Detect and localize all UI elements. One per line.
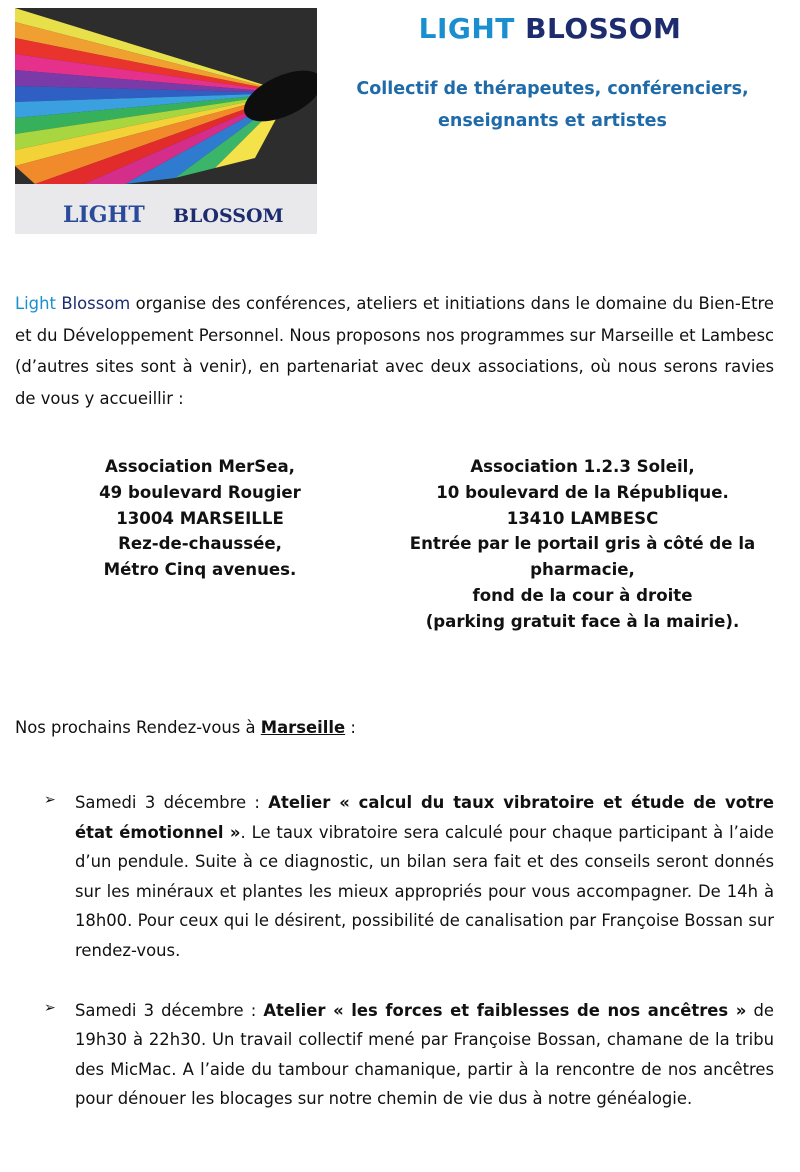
address-marseille: [80, 454, 320, 583]
address-line: 13410 LAMBESC: [506, 508, 659, 528]
events-list: [0, 788, 800, 1144]
arrow-bullet-icon: ➢: [44, 792, 56, 808]
event-item: [0, 996, 774, 1114]
event-kind: Atelier: [263, 1000, 326, 1020]
next-suffix: :: [345, 718, 356, 737]
event-body: . Le taux vibratoire sera calculé pour chaque participant à l’aide d’un pendule. Suite à ce diagnostic, un bilan sera fait et des conseils seront donnés sur les minéraux et plantes les mieux appropriés pour vous accompagner. De 14h à 18h00. Pour ceux qui le désirent, possibilité de canalisation par Françoise Bossan sur rendez-vous.: [75, 822, 774, 960]
banner-caption-2: BLOSSOM: [173, 205, 284, 227]
banner-photo: [15, 8, 317, 234]
subtitle-line-2: enseignants et artistes: [438, 111, 667, 131]
address-line: Rez-de-chaussée,: [118, 534, 282, 554]
address-lambesc: [390, 454, 775, 635]
event-title: « calcul du taux vibratoire et étude de votre état émotionnel »: [75, 793, 774, 842]
event-kind: Atelier: [268, 793, 331, 812]
page-title: [330, 12, 770, 45]
subtitle: [330, 73, 775, 137]
address-line: 49 boulevard Rougier: [99, 482, 301, 502]
title-light: LIGHT: [418, 12, 515, 45]
intro-text: organise des conférences, ateliers et initiations dans le domaine du Bien-Etre et du Développement Personnel. Nous proposons nos programmes sur Marseille et Lambesc (d’autres sites sont à venir), en partenariat avec deux associations, où nous serons ravies de vous y accueillir :: [15, 294, 774, 408]
address-line: Association 1.2.3 Soleil,: [470, 457, 695, 476]
address-line: (parking gratuit face à la mairie).: [425, 611, 740, 631]
event-date: Samedi 3 décembre :: [75, 1000, 264, 1020]
address-line: Association MerSea,: [105, 457, 295, 476]
next-events-heading: [15, 718, 356, 737]
address-line: fond de la cour à droite: [472, 585, 693, 605]
intro-brand-light: Light: [15, 294, 56, 313]
next-prefix: Nos prochains Rendez-vous à: [15, 718, 261, 737]
intro-brand-blossom: Blossom: [61, 294, 131, 313]
intro-paragraph: [15, 288, 774, 414]
address-line: Entrée par le portail gris à côté de la pharmacie,: [409, 534, 756, 580]
arrow-bullet-icon: ➢: [44, 999, 56, 1016]
address-line: 10 boulevard de la République.: [436, 482, 729, 502]
event-title: « les forces et faiblesses de nos ancêtres »: [325, 1000, 747, 1020]
event-item: [0, 788, 774, 966]
event-body: de 19h30 à 22h30. Un travail collectif mené par Françoise Bossan, chamane de la tribu des MicMac. A l’aide du tambour chamanique, partir à la rencontre de nos ancêtres pour dénouer les blocages sur notre chemin de vie dus à notre généalogie.: [75, 1000, 774, 1109]
event-date: Samedi 3 décembre :: [75, 793, 269, 812]
address-line: 13004 MARSEILLE: [116, 508, 284, 528]
subtitle-line-1: Collectif de thérapeutes, conférenciers,: [356, 79, 749, 99]
banner-caption-1: LIGHT: [63, 202, 145, 228]
title-blossom: BLOSSOM: [525, 12, 682, 45]
next-city: Marseille: [260, 718, 346, 737]
address-line: Métro Cinq avenues.: [103, 560, 297, 580]
